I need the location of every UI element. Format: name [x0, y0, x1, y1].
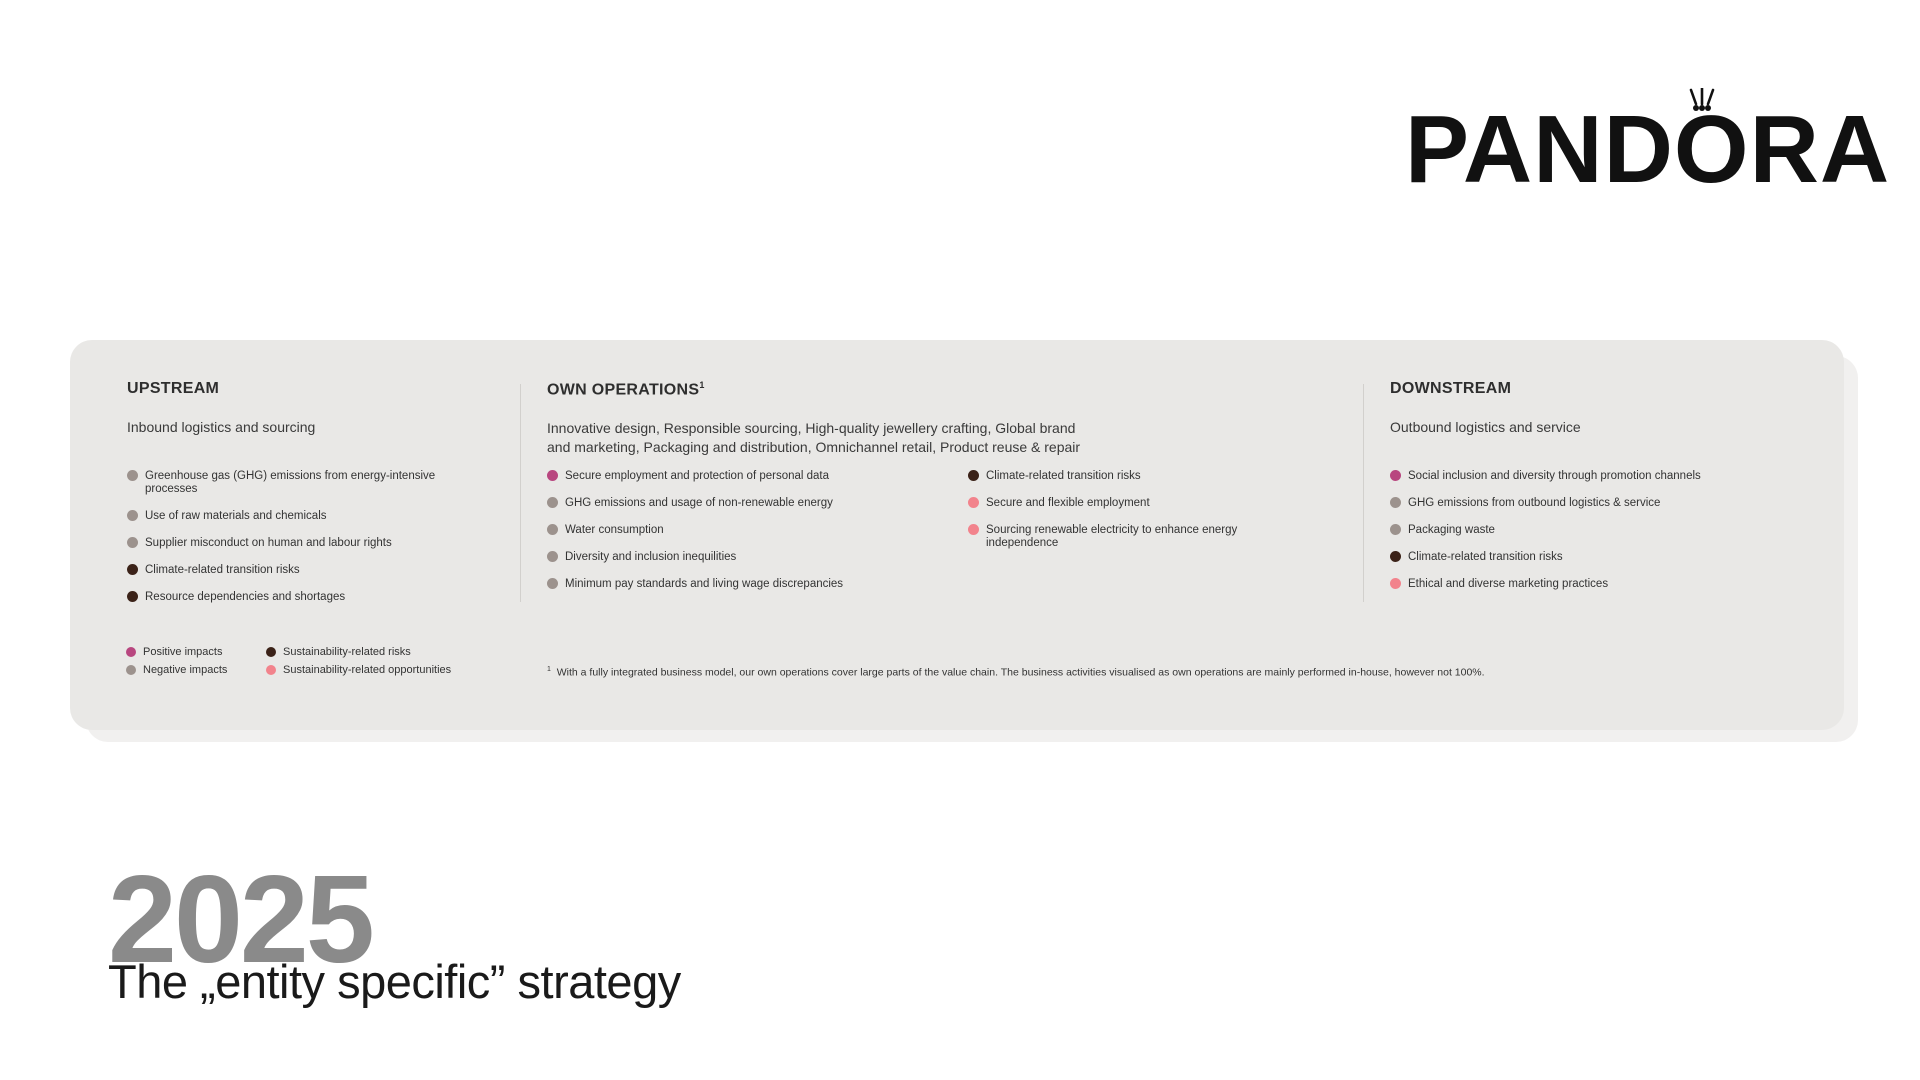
- negative-dot-icon: [547, 551, 558, 562]
- pandora-logo: [1405, 88, 1905, 208]
- own-operations-subtitle-line1: Innovative design, Responsible sourcing, High-quality jewellery crafting, Global brand: [547, 420, 1076, 437]
- risk-dot-icon: [266, 647, 276, 657]
- list-item: [127, 470, 447, 496]
- list-item: [968, 497, 1288, 510]
- list-item-text: Secure and flexible employment: [986, 497, 1150, 509]
- logo-wordmark: PANDORA: [1405, 96, 1891, 203]
- list-item: [1390, 524, 1810, 537]
- list-item: [547, 524, 947, 537]
- legend-positive: [126, 646, 222, 658]
- footnote-marker: 1: [547, 666, 551, 673]
- list-item-text: GHG emissions from outbound logistics & service: [1408, 497, 1661, 509]
- own-operations-subtitle: [547, 419, 1367, 457]
- list-item-text: Resource dependencies and shortages: [145, 591, 346, 603]
- negative-dot-icon: [1390, 524, 1401, 535]
- footnote-text: With a fully integrated business model, our own operations cover large parts of the value chain. The business activities visualised as own operations are mainly performed in-house, however not 100%.: [556, 666, 1485, 679]
- own-operations-subtitle-line2: and marketing, Packaging and distribution, Omnichannel retail, Product reuse & repair: [547, 439, 1081, 456]
- own-operations-title-text: OWN OPERATIONS: [547, 381, 700, 399]
- opportunity-dot-icon: [968, 497, 979, 508]
- list-item: [968, 470, 1288, 483]
- risk-dot-icon: [968, 470, 979, 481]
- downstream-column: [1390, 380, 1810, 437]
- negative-dot-icon: [547, 524, 558, 535]
- positive-dot-icon: [1390, 470, 1401, 481]
- positive-dot-icon: [547, 470, 558, 481]
- list-item: [1390, 578, 1810, 591]
- opportunity-dot-icon: [266, 665, 276, 675]
- list-item-text: Climate-related transition risks: [986, 470, 1141, 482]
- negative-dot-icon: [1390, 497, 1401, 508]
- legend-risk: [266, 646, 411, 658]
- own-operations-list-left: [547, 470, 947, 605]
- list-item: [1390, 470, 1810, 483]
- list-item-text: Water consumption: [565, 524, 664, 536]
- strategy-subtitle: The „entity specific” strategy: [108, 955, 681, 1008]
- list-item: [547, 470, 947, 483]
- negative-dot-icon: [127, 537, 138, 548]
- list-item: [1390, 551, 1810, 564]
- list-item-text: GHG emissions and usage of non-renewable energy: [565, 497, 833, 509]
- negative-dot-icon: [547, 497, 558, 508]
- list-item: [127, 537, 447, 550]
- footnote: [547, 666, 1485, 679]
- list-item-text: Supplier misconduct on human and labour rights: [145, 537, 392, 549]
- list-item: [127, 591, 447, 604]
- divider: [1363, 384, 1364, 602]
- negative-dot-icon: [127, 510, 138, 521]
- list-item: [547, 551, 947, 564]
- own-operations-list-right: [968, 470, 1288, 564]
- downstream-subtitle: Outbound logistics and service: [1390, 419, 1581, 435]
- value-chain-card: [70, 340, 1844, 730]
- opportunity-dot-icon: [968, 524, 979, 535]
- legend-negative: [126, 664, 227, 676]
- list-item: [1390, 497, 1810, 510]
- own-operations-column: [547, 380, 1367, 457]
- legend-negative-label: Negative impacts: [143, 664, 228, 676]
- list-item-text: Packaging waste: [1408, 524, 1495, 536]
- own-operations-footnote-marker: 1: [699, 380, 705, 390]
- divider: [520, 384, 521, 602]
- upstream-list: [127, 470, 447, 618]
- list-item-text: Climate-related transition risks: [1408, 551, 1563, 563]
- opportunity-dot-icon: [1390, 578, 1401, 589]
- list-item-text: Sourcing renewable electricity to enhance energy independence: [986, 524, 1238, 549]
- upstream-subtitle: Inbound logistics and sourcing: [127, 419, 316, 435]
- upstream-column: [127, 380, 487, 437]
- risk-dot-icon: [1390, 551, 1401, 562]
- risk-dot-icon: [127, 591, 138, 602]
- legend-opportunity: [266, 664, 451, 676]
- own-operations-title: [547, 380, 1367, 399]
- legend-risk-label: Sustainability-related risks: [283, 646, 411, 658]
- upstream-title: UPSTREAM: [127, 380, 220, 397]
- negative-dot-icon: [547, 578, 558, 589]
- list-item: [547, 578, 947, 591]
- legend-positive-label: Positive impacts: [143, 646, 223, 658]
- list-item-text: Minimum pay standards and living wage discrepancies: [565, 578, 844, 590]
- list-item-text: Secure employment and protection of personal data: [565, 470, 830, 482]
- downstream-title: DOWNSTREAM: [1390, 380, 1512, 397]
- downstream-list: [1390, 470, 1810, 605]
- list-item-text: Ethical and diverse marketing practices: [1408, 578, 1609, 590]
- list-item-text: Social inclusion and diversity through promotion channels: [1408, 470, 1701, 482]
- list-item-text: Climate-related transition risks: [145, 564, 300, 576]
- negative-dot-icon: [126, 665, 136, 675]
- list-item: [127, 564, 447, 577]
- negative-dot-icon: [127, 470, 138, 481]
- risk-dot-icon: [127, 564, 138, 575]
- list-item: [547, 497, 947, 510]
- list-item-text: Greenhouse gas (GHG) emissions from energy-intensive processes: [145, 470, 436, 495]
- list-item: [127, 510, 447, 523]
- legend-opportunity-label: Sustainability-related opportunities: [283, 664, 452, 676]
- positive-dot-icon: [126, 647, 136, 657]
- list-item-text: Diversity and inclusion inequilities: [565, 551, 737, 563]
- list-item: [968, 524, 1288, 550]
- year-heading: 2025: [108, 851, 372, 989]
- list-item-text: Use of raw materials and chemicals: [145, 510, 327, 522]
